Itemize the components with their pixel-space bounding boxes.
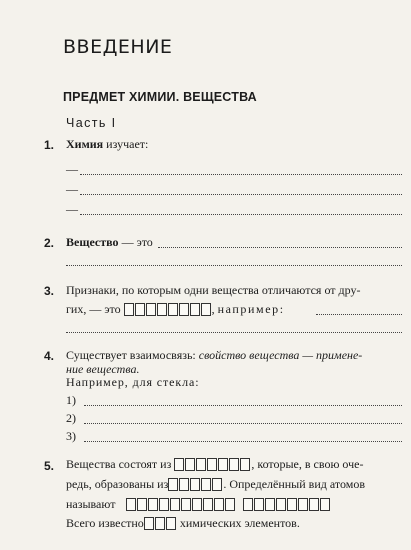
letter-box[interactable] (155, 517, 165, 530)
letter-box[interactable] (166, 517, 176, 530)
letter-box[interactable] (174, 458, 184, 471)
letter-box[interactable] (159, 498, 169, 511)
letter-box[interactable] (240, 458, 250, 471)
letter-box[interactable] (144, 517, 154, 530)
q5-l2-pre: редь, образованы из (66, 477, 169, 491)
letter-box[interactable] (254, 498, 264, 511)
q4-line-3: Например, для стекла: (66, 375, 200, 389)
q2-rest: — это (118, 235, 153, 249)
letter-box[interactable] (190, 478, 200, 491)
letter-box[interactable] (146, 303, 156, 316)
q1-answer-line-3[interactable] (80, 214, 402, 215)
letter-box[interactable] (207, 458, 217, 471)
q3-letter-boxes[interactable] (124, 302, 212, 317)
letter-box[interactable] (192, 498, 202, 511)
q1-number: 1. (44, 138, 55, 152)
letter-box[interactable] (196, 458, 206, 471)
letter-box[interactable] (181, 498, 191, 511)
q5-boxes-3a[interactable] (126, 497, 236, 512)
letter-box[interactable] (168, 303, 178, 316)
letter-box[interactable] (148, 498, 158, 511)
letter-box[interactable] (201, 478, 211, 491)
q5-number: 5. (44, 459, 55, 473)
q1-answer-line-1[interactable] (80, 174, 402, 175)
q3-number: 3. (44, 284, 55, 298)
q3-line-2 (66, 302, 285, 317)
letter-box[interactable] (124, 303, 134, 316)
q4-line-2: ние вещества. (66, 362, 140, 376)
q5-boxes-2[interactable] (168, 477, 223, 492)
q4-item-1: 1) (66, 393, 76, 407)
q2-answer-line-1[interactable] (158, 247, 402, 248)
letter-box[interactable] (185, 458, 195, 471)
letter-box[interactable] (287, 498, 297, 511)
letter-box[interactable] (218, 458, 228, 471)
q5-boxes-4[interactable] (144, 516, 177, 531)
letter-box[interactable] (298, 498, 308, 511)
q5-line-2 (66, 477, 365, 492)
q4-answer-line-2[interactable] (84, 423, 402, 424)
q2-text (66, 235, 153, 250)
q5-boxes-3b[interactable] (243, 497, 331, 512)
q5-l4-post: химических элементов. (179, 516, 300, 530)
q3-line2-post: , (211, 302, 215, 316)
q4-number: 4. (44, 349, 55, 363)
q4-line1-pre: Существует взаимосвязь: (66, 348, 199, 362)
q5-l4-pre: Всего известно (66, 516, 144, 530)
letter-box[interactable] (137, 498, 147, 511)
q1-rest: изучает: (103, 137, 149, 151)
topic-title: ПРЕДМЕТ ХИМИИ. ВЕЩЕСТВА (63, 90, 257, 104)
letter-box[interactable] (309, 498, 319, 511)
q3-line-1: Признаки, по которым одни вещества отличаются от дру- (66, 283, 361, 297)
letter-box[interactable] (229, 458, 239, 471)
letter-box[interactable] (265, 498, 275, 511)
letter-box[interactable] (170, 498, 180, 511)
q3-answer-line-1[interactable] (316, 314, 402, 315)
letter-box[interactable] (225, 498, 235, 511)
letter-box[interactable] (126, 498, 136, 511)
q5-line-1 (66, 457, 363, 472)
q4-line1-italic: свойство вещества — примене- (198, 348, 363, 362)
q2-answer-line-2[interactable] (66, 265, 402, 266)
q2-term: Вещество (66, 235, 119, 249)
q4-answer-line-1[interactable] (84, 405, 402, 406)
letter-box[interactable] (201, 303, 211, 316)
q1-dash-3: — (66, 202, 78, 216)
letter-box[interactable] (179, 303, 189, 316)
q3-answer-line-2[interactable] (66, 332, 402, 333)
letter-box[interactable] (168, 478, 178, 491)
letter-box[interactable] (203, 498, 213, 511)
q5-line-3 (66, 497, 331, 512)
q2-number: 2. (44, 236, 55, 250)
q5-l2-post: . Определённый вид атомов (223, 477, 365, 491)
q4-item-3: 3) (66, 429, 76, 443)
q5-l1-pre: Вещества состоят из (66, 457, 172, 471)
q5-l3-pre: называют (66, 497, 116, 511)
q1-dash-2: — (66, 182, 78, 196)
q5-boxes-1[interactable] (174, 457, 251, 472)
letter-box[interactable] (320, 498, 330, 511)
letter-box[interactable] (157, 303, 167, 316)
letter-box[interactable] (243, 498, 253, 511)
letter-box[interactable] (179, 478, 189, 491)
q4-item-2: 2) (66, 411, 76, 425)
section-title: ВВЕДЕНИЕ (63, 36, 173, 58)
q4-line-1 (66, 348, 362, 363)
q1-dash-1: — (66, 162, 78, 176)
q4-answer-line-3[interactable] (84, 441, 402, 442)
part-label: Часть I (66, 116, 117, 130)
q5-line-4 (66, 516, 300, 531)
letter-box[interactable] (276, 498, 286, 511)
letter-box[interactable] (135, 303, 145, 316)
letter-box[interactable] (190, 303, 200, 316)
letter-box[interactable] (212, 478, 222, 491)
q1-answer-line-2[interactable] (80, 194, 402, 195)
q3-line2-pre: гих, — это (66, 302, 121, 316)
q5-l1-post: , которые, в свою оче- (251, 457, 364, 471)
letter-box[interactable] (214, 498, 224, 511)
q3-example: например: (217, 302, 285, 316)
q1-text (66, 137, 148, 152)
q1-term: Химия (66, 137, 104, 151)
